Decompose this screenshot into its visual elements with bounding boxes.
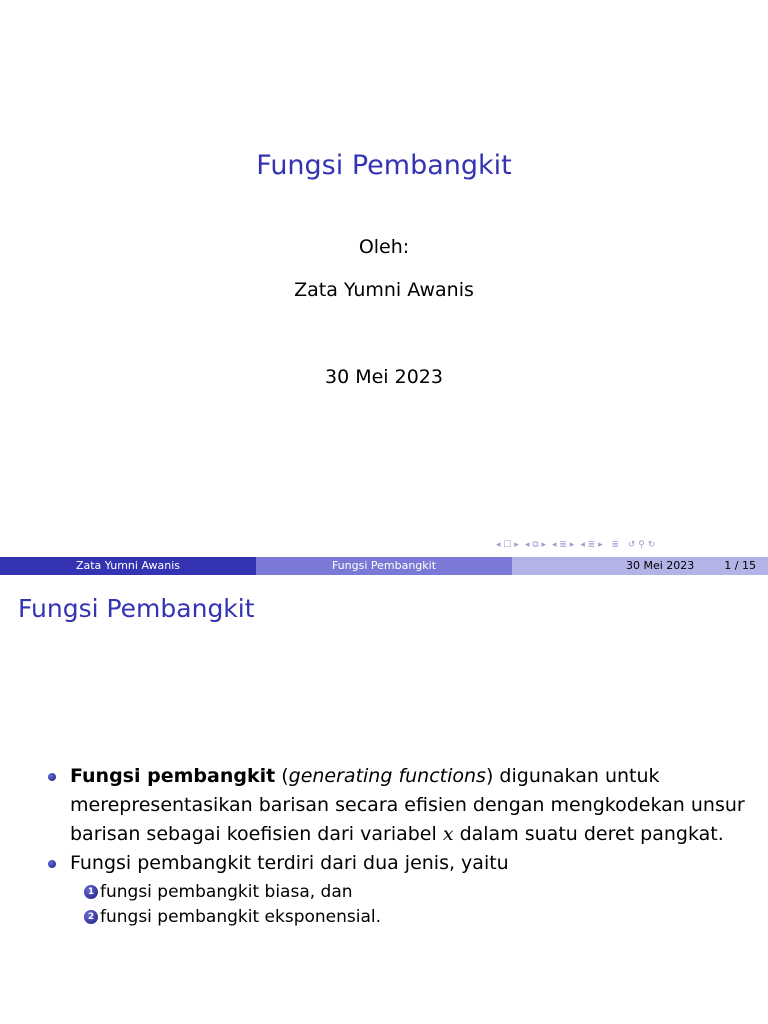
enum-text: fungsi pembangkit eksponensial. <box>100 907 382 927</box>
nav-frame-left-icon[interactable]: ◂ ☐ ▸ <box>496 540 519 550</box>
bullet-icon <box>48 860 56 868</box>
bullet-text-a: ) digunakan untuk merepresentasikan barisan secara efisien dengan mengkodekan unsur barisan sebagai koefisien dari variabel <box>70 765 745 845</box>
nav-subsection2-icon[interactable]: ◂ ≣ ▸ <box>580 540 603 550</box>
bullet-paren-open: ( <box>275 765 289 787</box>
bullet-item <box>46 762 746 849</box>
author-label: Oleh: <box>358 236 410 258</box>
footline-title: Fungsi Pembangkit <box>256 557 512 575</box>
footline-page-number: 1 / 15 <box>724 559 756 572</box>
author-name: Zata Yumni Awanis <box>294 279 474 301</box>
enum-item <box>70 880 746 905</box>
bullet-bold-term: Fungsi pembangkit <box>70 765 276 787</box>
nav-section-icon[interactable]: ◂ ≣ ▸ <box>552 540 575 550</box>
enum-text: fungsi pembangkit biasa, dan <box>100 882 353 902</box>
enum-item <box>70 905 746 930</box>
bullet-text: Fungsi pembangkit terdiri dari dua jenis, yaitu <box>70 852 509 874</box>
presentation-title: Fungsi Pembangkit <box>256 150 512 181</box>
presentation-date: 30 Mei 2023 <box>325 366 443 388</box>
nav-doc-icon[interactable]: ≣ <box>608 540 622 550</box>
bullet-icon <box>48 773 56 781</box>
footline <box>0 557 768 575</box>
enum-number-icon: 2 <box>84 910 98 924</box>
navigation-symbols[interactable] <box>496 536 655 554</box>
frame-title: Fungsi Pembangkit <box>18 594 255 623</box>
bullet-text-b: dalam suatu deret pangkat. <box>453 823 724 845</box>
enum-number-icon: 1 <box>84 885 98 899</box>
footline-date: 30 Mei 2023 <box>625 559 695 572</box>
bullet-italic-term: generating functions <box>288 765 486 787</box>
content-slide <box>0 576 768 1024</box>
nav-search-icon[interactable]: ↺ ⚲ ↻ <box>627 540 656 550</box>
footline-right <box>512 557 768 575</box>
enumerated-list <box>70 880 746 930</box>
footline-author: Zata Yumni Awanis <box>0 557 256 575</box>
math-variable: x <box>442 823 454 845</box>
bullet-list <box>46 762 746 930</box>
bullet-item <box>46 849 746 930</box>
nav-subsection-icon[interactable]: ◂ ⧉ ▸ <box>524 540 547 550</box>
